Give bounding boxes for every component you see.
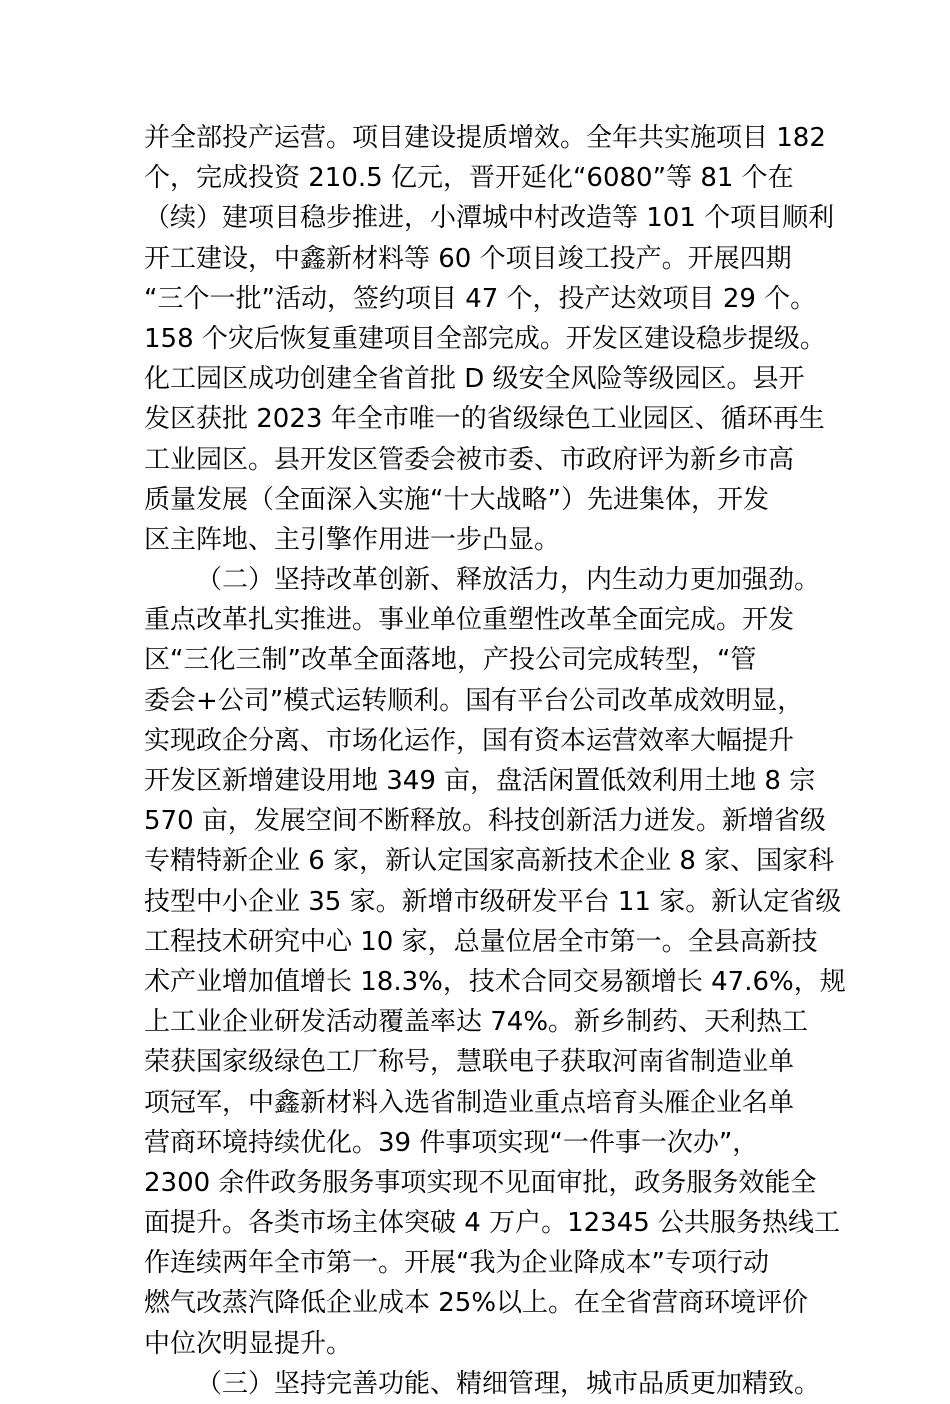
paragraph-line: 158 个灾后恢复重建项目全部完成。开发区建设稳步提级。 bbox=[144, 323, 826, 354]
paragraph-line: （续）建项目稳步推进，小潭城中村改造等 101 个项目顺利 bbox=[144, 203, 835, 234]
paragraph-line: 术产业增加值增长 18.3%，技术合同交易额增长 47.6%，规 bbox=[144, 966, 846, 997]
paragraph-line: 发区获批 2023 年全市唯一的省级绿色工业园区、循环再生 bbox=[144, 404, 825, 435]
paragraph-line: 委会+公司”模式运转顺利。国有平台公司改革成效明显， bbox=[144, 685, 804, 716]
paragraph-line: 作连续两年全市第一。开展“我为企业降成本”专项行动 bbox=[144, 1248, 769, 1279]
paragraph-line: 区主阵地、主引擎作用进一步凸显。 bbox=[144, 524, 561, 555]
paragraph-line: 工程技术研究中心 10 家，总量位居全市第一。全县高新技 bbox=[144, 926, 818, 957]
paragraph-line: 个，完成投资 210.5 亿元，晋开延化“6080”等 81 个在 bbox=[144, 163, 794, 194]
paragraph-line: 项冠军，中鑫新材料入选省制造业重点培育头雁企业名单 bbox=[144, 1087, 795, 1118]
paragraph-line: 区“三化三制”改革全面落地，产投公司完成转型，“管 bbox=[144, 645, 757, 676]
paragraph-line: 燃气改蒸汽降低企业成本 25%以上。在全省营商环境评价 bbox=[144, 1288, 809, 1319]
paragraph-line: 并全部投产运营。项目建设提质增效。全年共实施项目 182 bbox=[144, 123, 826, 153]
paragraph-line: 中位次明显提升。 bbox=[144, 1328, 353, 1359]
body-text bbox=[144, 118, 846, 1404]
paragraph-line: 工业园区。县开发区管委会被市委、市政府评为新乡市高 bbox=[144, 444, 795, 475]
paragraph-line: 开工建设，中鑫新材料等 60 个项目竣工投产。开展四期 bbox=[144, 243, 792, 274]
paragraph-line: 面提升。各类市场主体突破 4 万户。12345 公共服务热线工 bbox=[144, 1208, 841, 1239]
paragraph-line: 重点改革扎实推进。事业单位重塑性改革全面完成。开发 bbox=[144, 605, 795, 636]
paragraph-line: 质量发展（全面深入实施“十大战略”）先进集体，开发 bbox=[144, 484, 769, 515]
paragraph-line: 上工业企业研发活动覆盖率达 74%。新乡制药、天利热工 bbox=[144, 1007, 809, 1038]
paragraph-line: 化工园区成功创建全省首批 D 级安全风险等级园区。县开 bbox=[144, 364, 805, 395]
paragraph-line: “三个一批”活动，签约项目 47 个，投产达效项目 29 个。 bbox=[144, 283, 817, 314]
paragraph-line: 专精特新企业 6 家，新认定国家高新技术企业 8 家、国家科 bbox=[144, 846, 835, 877]
paragraph-line: 荣获国家级绿色工厂称号，慧联电子获取河南省制造业单 bbox=[144, 1047, 795, 1078]
paragraph-line: 实现政企分离、市场化运作，国有资本运营效率大幅提升 bbox=[144, 725, 795, 756]
paragraph-line: 技型中小企业 35 家。新增市级研发平台 11 家。新认定省级 bbox=[144, 886, 842, 917]
paragraph-line: 2300 余件政务服务事项实现不见面审批，政务服务效能全 bbox=[144, 1167, 817, 1198]
section-heading-line: （二）坚持改革创新、释放活力，内生动力更加强劲。 bbox=[196, 565, 821, 596]
section-heading-line: （三）坚持完善功能、精细管理，城市品质更加精致。 bbox=[196, 1368, 821, 1399]
paragraph-line: 570 亩，发展空间不断释放。科技创新活力迸发。新增省级 bbox=[144, 806, 826, 837]
paragraph-line: 开发区新增建设用地 349 亩，盘活闲置低效利用土地 8 宗 bbox=[144, 766, 816, 796]
paragraph-line: 营商环境持续优化。39 件事项实现“一件事一次办”， bbox=[144, 1127, 759, 1158]
